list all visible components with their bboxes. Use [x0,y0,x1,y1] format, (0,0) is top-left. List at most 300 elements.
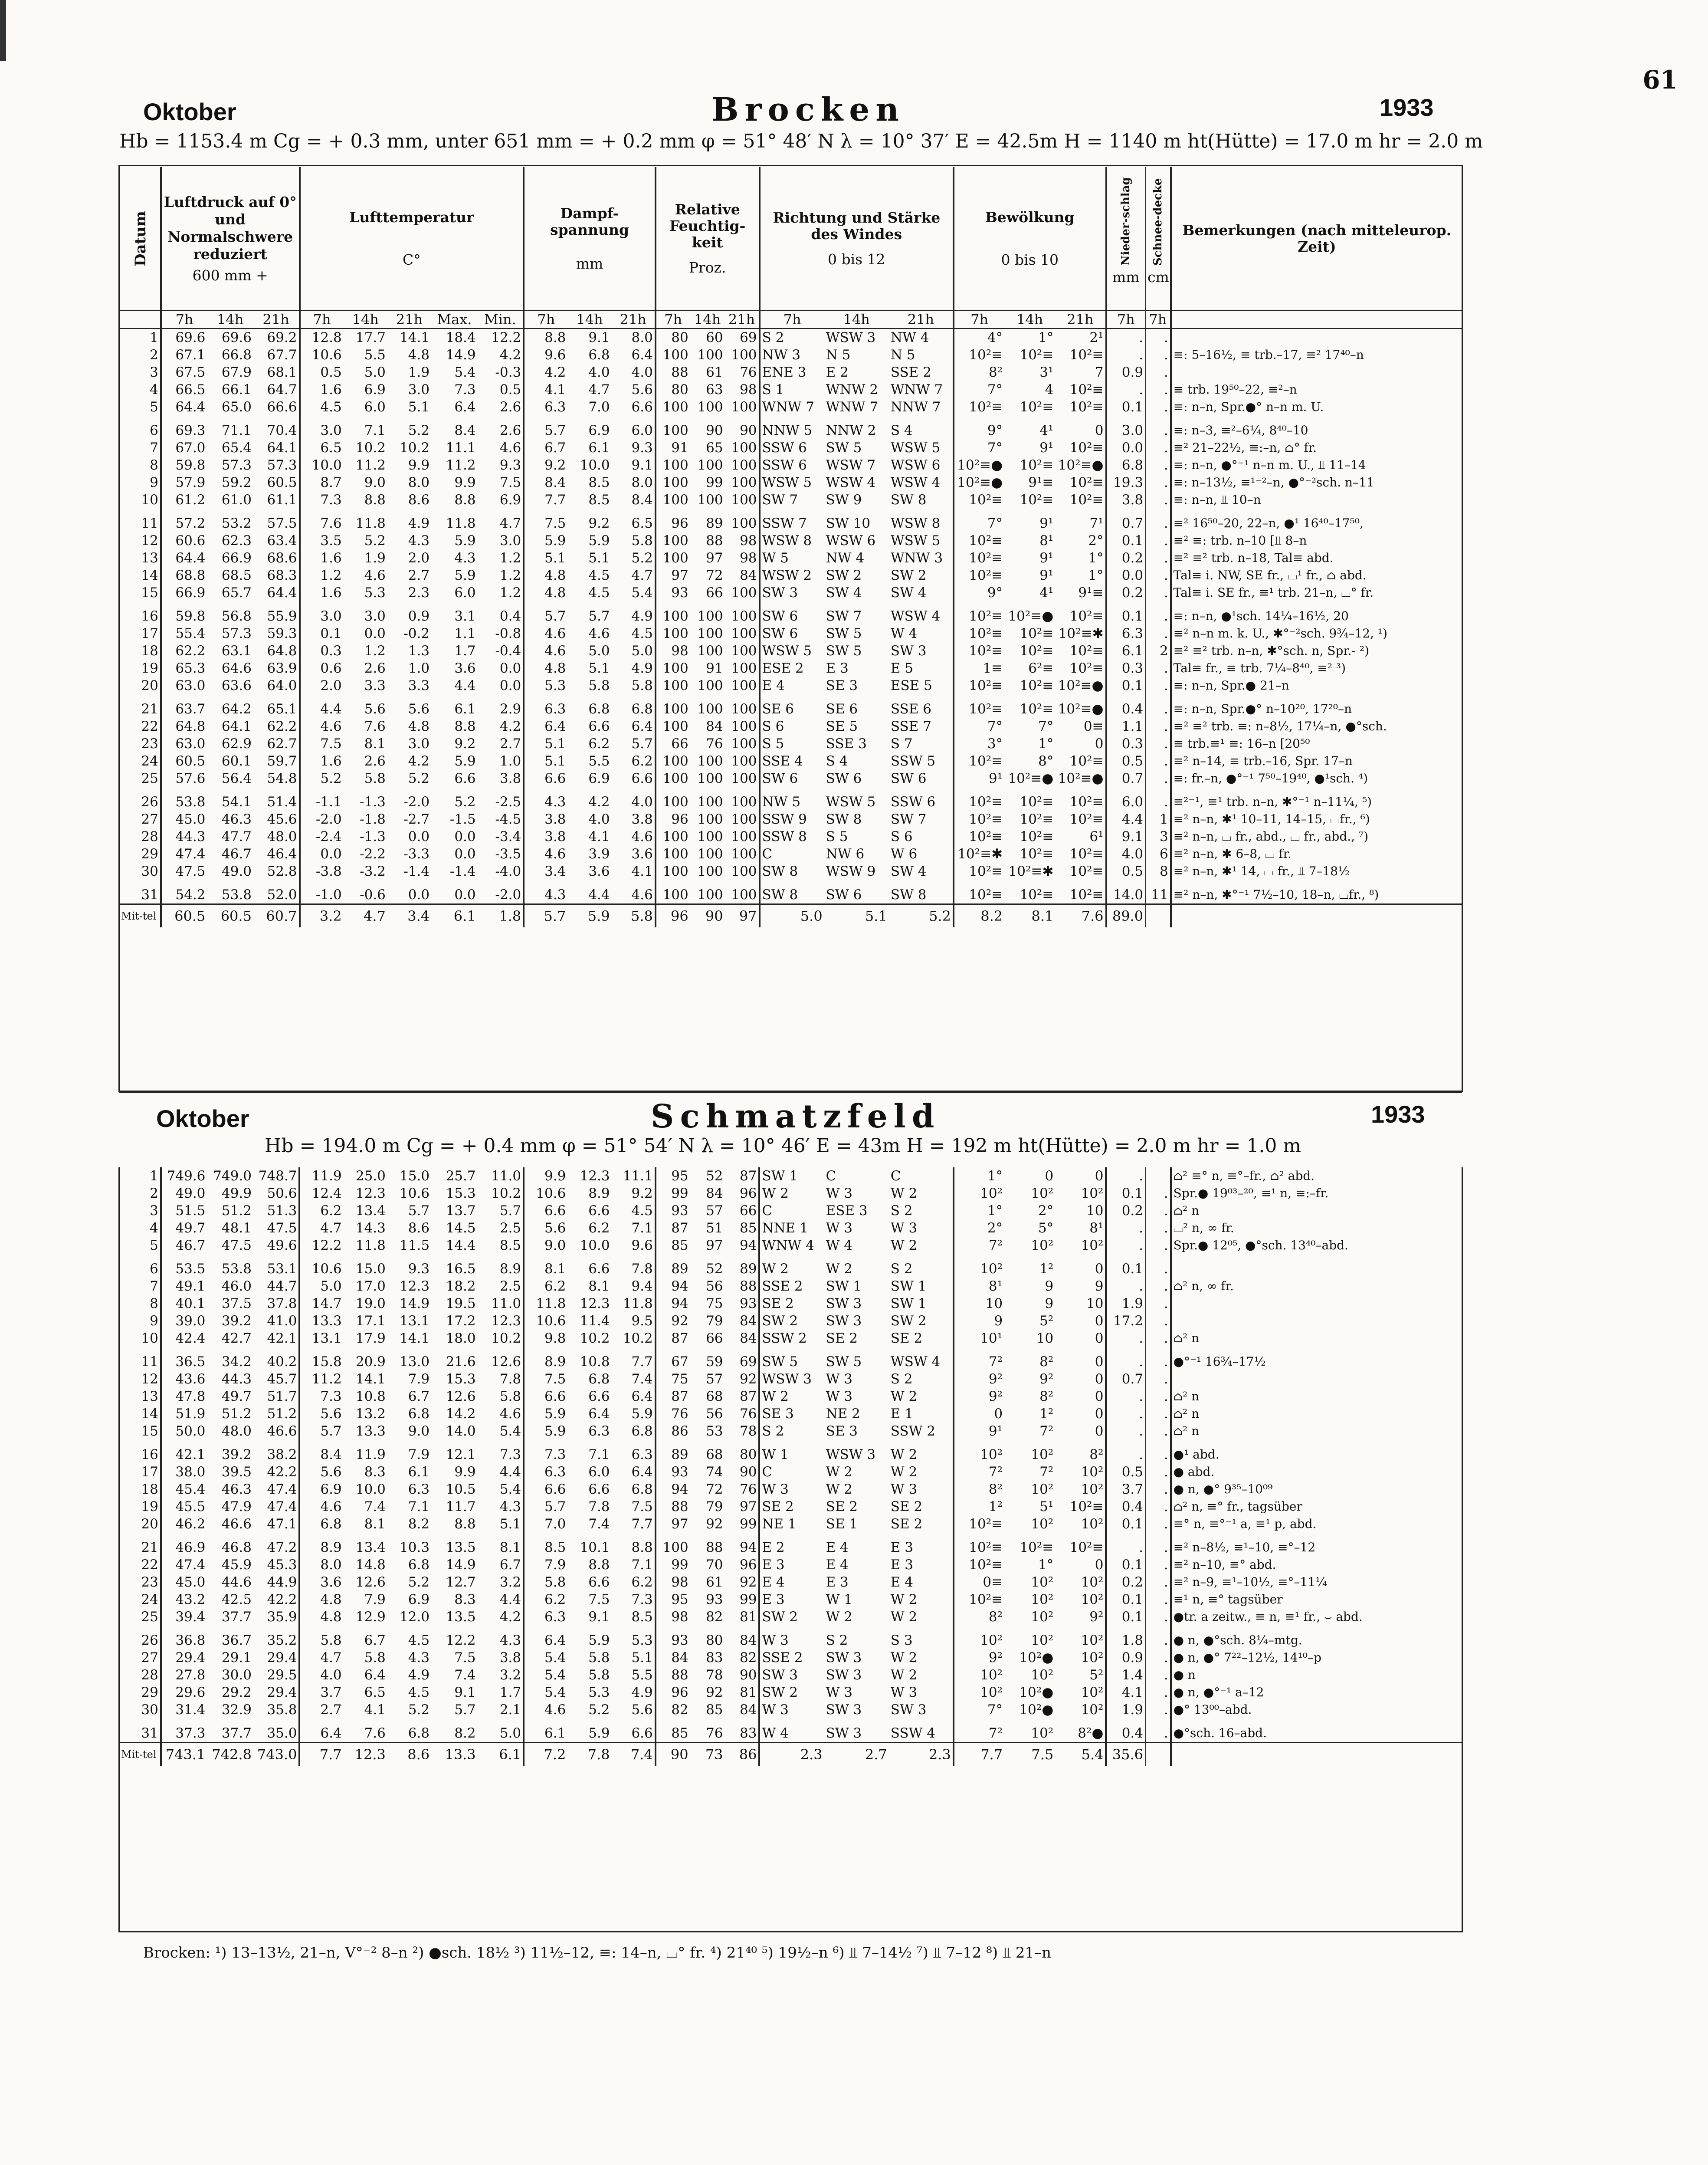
value-cell: 10²≡ [954,1515,1004,1533]
value-cell: 64.4 [267,585,297,601]
value-cell: 3.3 [408,678,430,693]
mean-cell: 5.8 [612,904,656,928]
value-cell: 10²● [1019,1650,1054,1666]
table-row [119,364,1462,381]
value-cell: 7.6 [364,719,386,734]
day-cell: 31 [141,887,158,903]
value-cell: 64.8 [161,718,207,735]
value-cell: 94 [739,1238,757,1253]
value-cell: 10² [1081,1238,1104,1253]
subheader-cell: 21h [725,310,760,329]
value-cell: 9.1 [1106,828,1146,845]
value-cell: 8.4 [299,1440,343,1463]
value-cell: 53.5 [161,1254,207,1278]
value-cell: 0.3 [1106,735,1146,752]
day-cell: 18 [141,643,158,659]
value-cell: 10²≡ [954,752,1004,770]
value-cell: 76 [706,1725,723,1741]
value-cell: 13.2 [355,1406,386,1422]
value-cell: 4.2 [588,794,610,810]
remark-cell: ≡: n–n, Spr.●° n–n m. U. [1171,398,1462,416]
value-cell: . [1145,584,1171,601]
value-cell: 0 [1095,1354,1104,1370]
value-cell: 9.2 [454,736,476,752]
value-cell: SW 3 [890,643,927,659]
table-row [119,474,1462,491]
value-cell: 1.4 [1106,1666,1145,1684]
value-cell: C [759,1463,824,1481]
value-cell: 5.4 [631,585,653,601]
value-cell: 11.4 [580,1313,610,1329]
value-cell: 5.7 [408,1203,430,1219]
header-lufttemperatur: Lufttemperatur C° [300,167,524,310]
value-cell: 84 [656,1649,690,1666]
value-cell: 10² [1031,1574,1054,1590]
day-cell: 28 [141,829,158,844]
value-cell: 8.9 [299,1533,343,1556]
value-cell: 4.7 [299,1219,343,1237]
value-cell: S 2 [826,1633,848,1648]
value-cell: 4.6 [631,829,653,844]
value-cell: NW 5 [760,787,824,811]
value-cell: 59.8 [161,457,207,474]
value-cell: 4.0 [631,794,653,810]
value-cell: 60.5 [267,475,297,490]
value-cell: 10 [1036,1331,1054,1346]
value-cell: 10²≡ [1069,382,1104,398]
value-cell: 90 [739,1667,757,1683]
value-cell: 5.2 [631,550,653,566]
value-cell: 11.9 [355,1447,386,1462]
value-cell: 66.1 [221,382,252,398]
value-cell: 10 [1086,1203,1104,1219]
value-cell: SW 2 [759,1608,824,1626]
value-cell: 59.7 [267,753,297,769]
value-cell: 6.0 [454,585,476,601]
value-cell: SSE 2 [890,365,931,380]
value-cell: . [1145,1533,1171,1556]
remark-cell: ● n [1171,1666,1462,1684]
value-cell: 5.9 [524,532,567,549]
value-cell: 95 [656,1167,690,1185]
remark-cell: Spr.● 19⁰³–²⁰, ≡¹ n, ≡:–fr. [1171,1185,1462,1202]
value-cell: . [1145,457,1171,474]
value-cell: 88 [739,1278,757,1294]
value-cell: 4.7 [299,1649,343,1666]
value-cell: -0.4 [495,643,521,659]
table-row [119,1591,1462,1608]
mean-cell: 90 [656,1743,690,1766]
value-cell: 100 [697,887,723,903]
value-cell: 47.5 [161,863,207,880]
value-cell: NW 4 [890,330,929,345]
value-cell: 84 [706,719,723,734]
value-cell: 0.0 [1106,567,1146,584]
mean-cell: 3.4 [387,904,431,928]
value-cell: 4 [1045,382,1054,398]
value-cell: SW 3 [826,1650,862,1666]
mean-cell: 97 [725,904,760,928]
value-cell: 52.8 [267,864,297,879]
value-cell: 5.2 [408,423,430,438]
remark-cell: ≡² 21–22½, ≡:–n, ⌂° fr. [1171,439,1462,457]
value-cell: 10² [1081,1685,1104,1700]
value-cell: 10² [1081,1650,1104,1666]
day-cell: 20 [141,678,158,693]
value-cell: 10²≡ [954,828,1004,845]
value-cell: 10.2 [400,440,430,456]
value-cell: 81 [739,1609,757,1625]
value-cell: 4.8 [408,347,430,363]
value-cell: 46.8 [221,1540,252,1555]
value-cell: 10² [954,1254,1004,1278]
value-cell: -3.2 [360,864,386,879]
value-cell: 14.1 [400,1331,430,1346]
value-cell: W 2 [890,1592,918,1607]
value-cell: 35.0 [267,1725,297,1741]
value-cell: 8.6 [408,492,430,508]
value-cell: 13.7 [446,1203,476,1219]
value-cell: 3.6 [454,660,476,676]
value-cell: 13.3 [299,1312,343,1330]
value-cell: S 3 [890,1633,913,1648]
value-cell: 6.7 [499,1557,521,1573]
value-cell: 100 [697,626,723,641]
value-cell: 9° [954,584,1004,601]
value-cell: 0.1 [1106,1608,1145,1626]
value-cell: SW 5 [826,643,862,659]
value-cell: 47.4 [267,1499,297,1515]
value-cell: 4.4 [454,678,476,693]
day-cell: 24 [141,1592,158,1607]
value-cell: 65 [706,440,723,456]
value-cell: 100 [731,585,757,601]
value-cell: 4.6 [300,718,344,735]
value-cell: 70 [706,1557,723,1573]
value-cell: NNW 7 [890,399,941,415]
value-cell: 99 [706,475,723,490]
value-cell: 12.9 [355,1609,386,1625]
value-cell: 8.0 [631,330,653,345]
value-cell: 12.6 [491,1354,521,1370]
value-cell: S 4 [890,423,913,438]
value-cell: N 5 [890,347,915,363]
value-cell: 7.8 [588,1499,610,1515]
value-cell: 36.5 [161,1347,207,1370]
value-cell: 9¹ [954,770,1004,787]
value-cell: 9¹ [1039,568,1054,583]
value-cell: 12.3 [580,1296,610,1311]
value-cell: 42.1 [267,1331,297,1346]
value-cell: 8.3 [364,1464,386,1480]
value-cell: 89 [739,1261,757,1277]
table-row [119,1666,1462,1684]
schmatzfeld-station-title: Schmatzfeld [651,1098,941,1135]
value-cell: 6.3 [524,398,567,416]
value-cell: 10²≡ [1069,753,1104,769]
value-cell: 4.3 [499,1633,521,1648]
value-cell: 7.5 [631,1499,653,1515]
value-cell: 11 [1145,880,1171,904]
header-luftdruck: Luftdruck auf 0° und Normalschwere reduziert 600 mm + [161,167,300,310]
value-cell: 6.5 [364,1685,386,1700]
value-cell: -3.8 [300,863,344,880]
value-cell: 7.4 [364,1499,386,1515]
value-cell: 8.4 [631,492,653,508]
mean-cell [1145,904,1171,928]
value-cell: 44.3 [161,828,207,845]
value-cell: 0 [1095,1557,1104,1573]
value-cell: SE 2 [759,1295,824,1312]
mean-cell: 5.9 [567,904,611,928]
value-cell: 8.5 [588,492,610,508]
value-cell: 66.6 [267,399,297,415]
value-cell: 10²≡ [1069,811,1104,827]
value-cell: 89 [656,1440,690,1463]
value-cell: 2.1 [499,1702,521,1718]
day-cell: 15 [141,585,158,601]
remark-cell: ≡: n–13½, ≡¹⁻²–n, ●°⁻²sch. n–11 [1171,474,1462,491]
value-cell: 9¹≡ [1028,475,1054,490]
value-cell: 10² [1031,1482,1054,1497]
value-cell: 10² [954,1684,1004,1701]
value-cell: 25.7 [446,1168,476,1184]
value-cell: SW 6 [826,887,862,903]
value-cell: SE 6 [826,701,858,717]
value-cell: 9.9 [454,1464,476,1480]
value-cell: 0.2 [1106,549,1146,567]
mean-cell: 2.7 [824,1743,889,1766]
value-cell: 88 [706,1540,723,1555]
value-cell: 53.8 [221,1261,252,1277]
value-cell: SSW 6 [890,794,936,810]
value-cell: 10.8 [355,1389,386,1404]
value-cell: 10.6 [299,1254,343,1278]
value-cell: 0.1 [1106,1515,1145,1533]
value-cell: 98 [656,1608,690,1626]
day-cell: 19 [141,1499,158,1515]
value-cell: 10² [1031,1725,1054,1741]
value-cell: E 5 [890,660,914,676]
value-cell: SSE 6 [890,701,931,717]
value-cell: . [1145,1591,1171,1608]
value-cell: 41.0 [267,1313,297,1329]
value-cell: 63.0 [161,735,207,752]
value-cell: 14.4 [446,1238,476,1253]
value-cell: SW 4 [826,585,862,601]
value-cell: E 4 [890,1574,913,1590]
value-cell: 10²≡ [1020,887,1054,903]
value-cell: W 6 [890,846,918,862]
value-cell: SE 2 [826,1331,858,1346]
remark-cell: ≡: n–n, Spr.●° n–10²⁰, 17²⁰–n [1171,694,1462,718]
value-cell: 10.2 [491,1331,521,1346]
value-cell: SSW 2 [759,1330,824,1347]
mean-cell: 7.5 [1004,1743,1055,1766]
value-cell: 46.6 [221,1516,252,1532]
table-row [119,1626,1462,1649]
value-cell: W 2 [826,1609,853,1625]
value-cell: NW 3 [760,346,824,364]
value-cell: 6.2 [524,1591,567,1608]
value-cell: 49.6 [267,1238,297,1253]
value-cell: 10²≡● [1058,457,1104,473]
value-cell: W 3 [890,1685,918,1700]
value-cell: 56 [706,1406,723,1422]
value-cell: 46.7 [221,846,252,862]
value-cell: 1.8 [1106,1626,1145,1649]
day-cell: 26 [141,1633,158,1648]
value-cell: . [1145,677,1171,694]
value-cell: 6.6 [524,1481,567,1498]
value-cell: NNW 2 [826,423,876,438]
remark-cell: ≡² ≡² trb. n–18, Tal≡ abd. [1171,549,1462,567]
value-cell: 91 [656,439,690,457]
value-cell: 69.3 [161,416,207,439]
value-cell: 84 [739,1633,757,1648]
day-cell: 19 [141,660,158,676]
value-cell: 7.6 [364,1725,386,1741]
value-cell: 10² [1031,1447,1054,1462]
value-cell: . [1145,1295,1171,1312]
value-cell: . [1145,1202,1171,1219]
value-cell: . [1145,601,1171,625]
remark-cell: ≡ trb.≡¹ ≡: 16–n [20⁵⁰ [1171,735,1462,752]
value-cell: S 6 [890,829,913,844]
value-cell: 12.7 [446,1574,476,1590]
value-cell: 53.2 [221,516,252,531]
value-cell: . [1145,1423,1171,1440]
value-cell: 10²≡● [1058,701,1104,717]
value-cell: 5.8 [588,678,610,693]
mean-cell: 5.4 [1055,1743,1106,1766]
value-cell: 39.5 [221,1464,252,1480]
value-cell: 5.4 [524,1649,567,1666]
value-cell: 6.6 [588,1574,610,1590]
value-cell: SE 2 [826,1499,858,1515]
value-cell: 10²≡ [954,1533,1004,1556]
value-cell: -2.0 [403,794,430,810]
value-cell: 2¹ [1089,330,1104,345]
value-cell: 63.9 [267,660,297,676]
value-cell: 10² [1081,1702,1104,1718]
value-cell: NNW 5 [760,416,824,439]
value-cell: 7² [954,1237,1004,1254]
value-cell: -2.0 [300,811,344,828]
value-cell: 5.1 [631,1650,653,1666]
value-cell: 5.3 [631,1633,653,1648]
value-cell: 4.2 [524,364,567,381]
value-cell: 48.0 [221,1423,252,1439]
value-cell: 50.6 [267,1186,297,1201]
value-cell: 100 [731,608,757,624]
brocken-station-title: Brocken [711,91,905,128]
value-cell: 10²≡ [954,567,1004,584]
value-cell: 38.0 [161,1463,207,1481]
day-cell: 21 [141,701,158,717]
value-cell: 44.7 [267,1278,297,1294]
value-cell: 49.0 [221,864,252,879]
value-cell: N 5 [826,347,851,363]
value-cell: 5.3 [588,1685,610,1700]
value-cell: 1.9 [1106,1701,1145,1718]
value-cell: -0.8 [495,626,521,641]
value-cell: 100 [656,863,690,880]
table-row [119,1278,1462,1295]
value-cell: 98 [740,533,757,549]
value-cell: WSW 6 [890,457,941,473]
value-cell: 17.2 [446,1313,476,1329]
value-cell: 100 [731,626,757,641]
value-cell: -3.4 [495,829,521,844]
value-cell: W 2 [890,1609,918,1625]
remark-cell: Tal≡ fr., ≡ trb. 7¼–8⁴⁰, ≡² ³) [1171,660,1462,677]
value-cell: 10² [954,1626,1004,1649]
value-cell: 9.1 [588,330,610,345]
value-cell: 9¹ [954,1423,1004,1440]
value-cell: 9.8 [524,1330,567,1347]
value-cell: 8.5 [524,1533,567,1556]
value-cell: 8² [1089,1447,1104,1462]
value-cell: 100 [656,752,690,770]
value-cell: SSE 4 [760,752,824,770]
value-cell: 5.1 [408,399,430,415]
value-cell: 9 [1045,1278,1054,1294]
value-cell: 7.7 [631,1354,653,1370]
value-cell: 4.1 [524,381,567,398]
remark-cell: ≡² 16⁵⁰–20, 22–n, ●¹ 16⁴⁰–17⁵⁰, [1171,509,1462,532]
value-cell: -1.8 [360,811,386,827]
value-cell: 44.6 [221,1574,252,1590]
value-cell: 6.7 [524,439,567,457]
value-cell: . [1145,1574,1171,1591]
value-cell: 6.2 [588,1220,610,1236]
value-cell: W 3 [826,1685,853,1700]
value-cell: 15.0 [400,1168,430,1184]
value-cell: -2.5 [495,794,521,810]
value-cell: 59.3 [267,626,297,641]
value-cell: -2.0 [495,887,521,903]
value-cell: 6.4 [524,1626,567,1649]
value-cell: 64.1 [267,440,297,456]
value-cell: 98 [740,550,757,566]
value-cell: 43.2 [161,1591,207,1608]
value-cell: . [1145,1666,1171,1684]
value-cell: 12.4 [299,1185,343,1202]
mean-row [119,904,1462,928]
value-cell: 0≡ [954,1574,1004,1591]
value-cell: 11.0 [491,1296,521,1311]
value-cell: 6.1 [588,440,610,456]
value-cell: . [1145,567,1171,584]
value-cell: W 5 [760,549,824,567]
value-cell: 94 [656,1278,690,1295]
value-cell: 0.1 [1106,1185,1145,1202]
day-cell: 28 [141,1667,158,1683]
value-cell: 0.0 [300,845,344,863]
value-cell: 53 [706,1423,723,1439]
value-cell: 6.3 [408,1482,430,1497]
value-cell: 5.6 [631,1702,653,1718]
mean-cell: 6.1 [478,1743,524,1766]
value-cell: W 3 [759,1701,824,1718]
value-cell: 90 [739,1464,757,1480]
value-cell: SW 5 [826,626,862,641]
value-cell: 0.9 [1106,1649,1145,1666]
value-cell: 15.3 [446,1371,476,1387]
table-row [119,1219,1462,1237]
table-row [119,718,1462,735]
